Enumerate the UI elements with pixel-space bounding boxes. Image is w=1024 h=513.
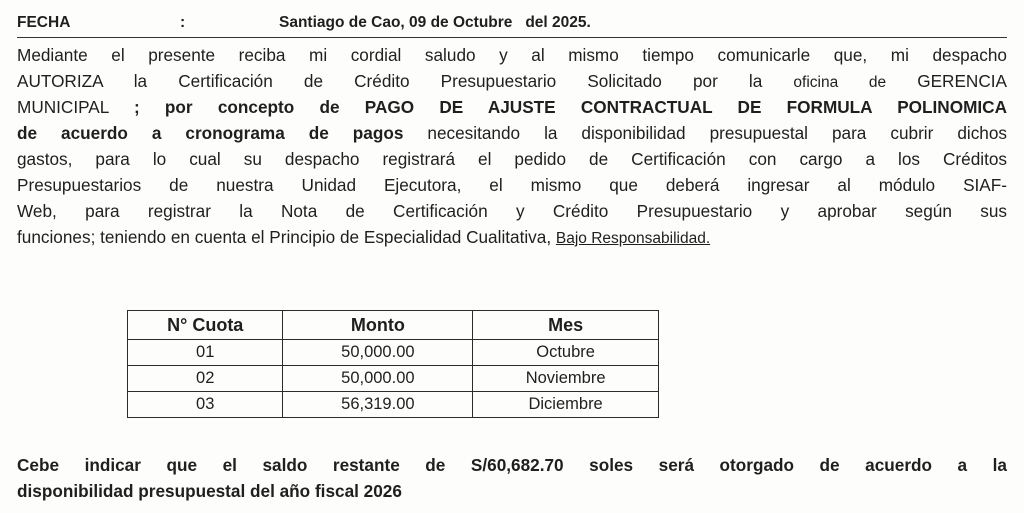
- body-line-8: [17, 224, 710, 250]
- body-line-4-b: necesitando la disponibilidad presupuestal para cubrir dichos: [427, 123, 1007, 143]
- date-value: Santiago de Cao, 09 de Octubre del 2025.: [279, 14, 591, 31]
- column-header-cuota: N° Cuota: [128, 311, 283, 340]
- body-line-3: [17, 94, 1007, 120]
- footer-line-1: Cebe indicar que el saldo restante de S/60,682.70 soles será otorgado de acuerdo a la: [17, 455, 1007, 475]
- body-line-2-c: GERENCIA: [917, 71, 1007, 91]
- table-row: [128, 392, 659, 418]
- date-colon: :: [180, 14, 186, 31]
- body-line-8-a: funciones; teniendo en cuenta el Principio de Especialidad Cualitativa,: [17, 227, 552, 247]
- body-line-4: [17, 120, 1007, 146]
- monto-cell: 50,000.00: [283, 340, 473, 366]
- body-line-1: Mediante el presente reciba mi cordial saludo y al mismo tiempo comunicarle que, mi despacho: [17, 45, 1007, 65]
- column-header-mes: Mes: [473, 311, 659, 340]
- body-line-7: Web, para registrar la Nota de Certificación y Crédito Presupuestario y aprobar según sus: [17, 201, 1007, 221]
- monto-cell: 50,000.00: [283, 366, 473, 392]
- body-line-3-b: ; por concepto de PAGO DE AJUSTE CONTRACTUAL DE FORMULA POLINOMICA: [133, 97, 1008, 117]
- column-header-monto: Monto: [283, 311, 473, 340]
- mes-cell: Noviembre: [473, 366, 659, 392]
- table-row: [128, 366, 659, 392]
- monto-cell: 56,319.00: [283, 392, 473, 418]
- responsibility-note: Bajo Responsabilidad.: [555, 230, 711, 247]
- body-line-2: [17, 68, 1007, 94]
- mes-cell: Diciembre: [473, 392, 659, 418]
- table-row: [128, 340, 659, 366]
- body-line-6: Presupuestarios de nuestra Unidad Ejecutora, el mismo que deberá ingresar al módulo SIAF-: [17, 175, 1007, 195]
- date-label: FECHA: [17, 14, 71, 31]
- body-line-3-a: MUNICIPAL: [17, 97, 109, 117]
- cuota-cell: 01: [128, 340, 283, 366]
- mes-cell: Octubre: [473, 340, 659, 366]
- body-line-4-a: de acuerdo a cronograma de pagos: [17, 123, 404, 143]
- cuota-cell: 03: [128, 392, 283, 418]
- table-header-row: [128, 311, 659, 340]
- header-divider: [17, 37, 1007, 38]
- cuota-cell: 02: [128, 366, 283, 392]
- payment-schedule-table: [127, 310, 659, 418]
- body-line-2-a: AUTORIZA la Certificación de Crédito Presupuestario Solicitado por la: [17, 71, 763, 91]
- date-row: [17, 10, 1007, 36]
- body-line-5: gastos, para lo cual su despacho registrará el pedido de Certificación con cargo a los Créditos: [17, 149, 1007, 169]
- body-line-2-b: oficina de: [793, 74, 887, 91]
- footer-line-2: disponibilidad presupuestal del año fiscal 2026: [17, 481, 402, 501]
